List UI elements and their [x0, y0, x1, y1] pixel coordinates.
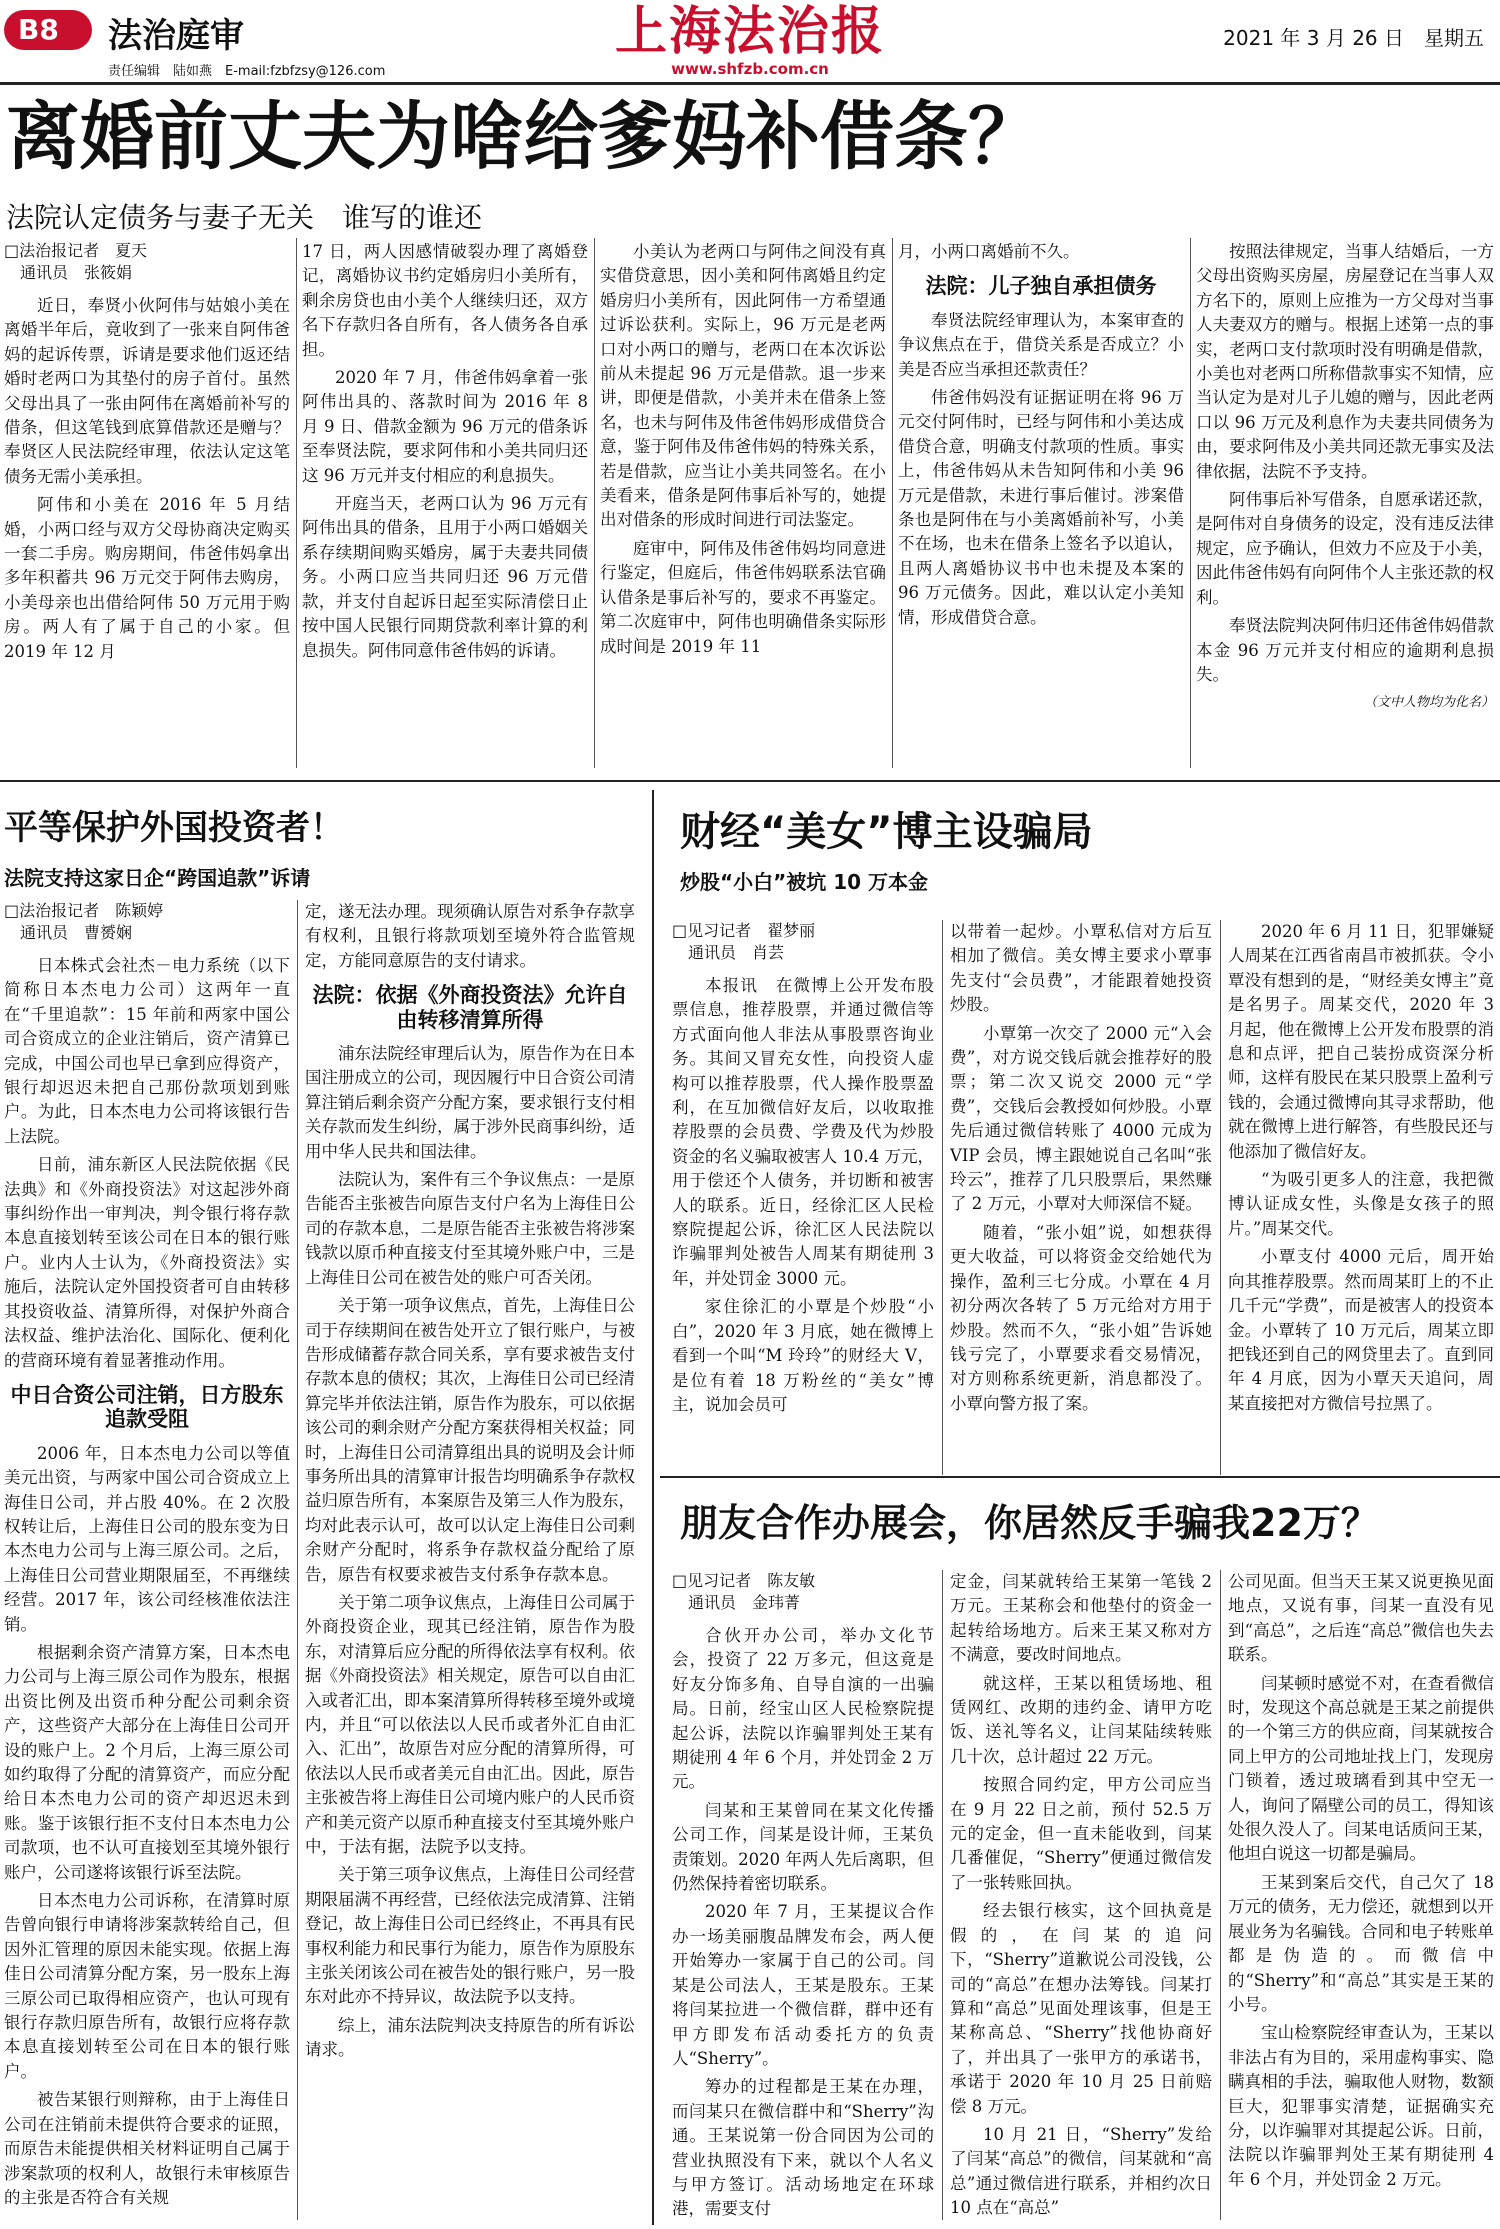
- story3-column-3: [1228, 920, 1494, 1475]
- paragraph: 以带着一起炒。小覃私信对方后互相加了微信。美女博主要求小覃事先支付“会员费”，才能跟着她投资炒股。: [950, 922, 1212, 1015]
- story3-subheadline: 炒股“小白”被坑 10 万本金: [680, 870, 929, 894]
- paragraph: 经去银行核实，这个回执竟是假的，在闫某的追问下，“Sherry”道歉说公司没钱，公司的“高总”在想办法筹钱。闫某打算和“高总”见面处理该事，但是王某称高总、“Sherry”找他协商好了，并出具了一张甲方的承诺书，承诺于 2020 年 10 月 25 日前赔偿 8 万元。: [950, 1901, 1212, 2116]
- paragraph: 定金，闫某就转给王某第一笔钱 2 万元。王某称会和他垫付的资金一起转给场地方。后来王某又称对方不满意，要改时间地点。: [950, 1572, 1212, 1665]
- story1-name-note: （文中人物均为化名）: [1363, 695, 1494, 711]
- issue-date: 2021 年 3 月 26 日 星期五: [1223, 26, 1484, 50]
- story4-column-1: [672, 1570, 934, 2219]
- paragraph: 2020 年 7 月，伟爸伟妈拿着一张阿伟出具的、落款时间为 2016 年 8 月 9 日、借款金额为 96 万元的借条诉至奉贤法院，要求阿伟和小美共同归还这 96 万元并支付相应的利息损失。: [302, 368, 588, 485]
- paragraph: 小覃第一次交了 2000 元“入会费”，对方说交钱后就会推荐好的股票；第二次又说交 2000 元“学费”，交钱后会教授如何炒股。小覃先后通过微信转账了 4000 元成为 VIP 会员，博主跟她说自己名叫“张玲云”，推荐了几只股票后，果然赚了 2 万元，小覃对大师深信不疑。: [950, 1023, 1212, 1214]
- paragraph: 浦东法院经审理后认为，原告作为在日本国注册成立的公司，现因履行中日合资公司清算注销后剩余资产分配方案，要求银行支付相关存款而发生纠纷，属于涉外民商事纠纷，适用中华人民共和国法律。: [305, 1044, 635, 1161]
- paragraph: 10 月 21 日，“Sherry”发给了闫某“高总”的微信，闫某就和“高总”通过微信进行联系，并相约次日 10 点在“高总”: [950, 2124, 1212, 2218]
- paragraph: 小覃支付 4000 元后，周开始向其推荐股票。然而周某盯上的不止几千元“学费”，而是被害人的投资本金。小覃转了 10 万元后，周某立即把钱还到自己的网贷里去了。直到同年 4 月底，因为小覃天天追问，周某直接把对方微信号拉黑了。: [1228, 1247, 1494, 1413]
- story1-column-5: [1196, 240, 1494, 770]
- column-divider: [942, 920, 943, 1475]
- paragraph: 庭审中，阿伟及伟爸伟妈均同意进行鉴定，但庭后，伟爸伟妈联系法官确认借条是事后补写的，要求不再鉴定。第二次庭审中，阿伟也明确借条实际形成时间是 2019 年 11: [600, 538, 886, 656]
- story2-column-1: [4, 900, 290, 2219]
- paragraph: 奉贤法院判决阿伟归还伟爸伟妈借款本金 96 万元并支付相应的逾期利息损失。: [1196, 616, 1494, 684]
- paragraph: 公司见面。但当天王某又说更换见面地点，又说有事，闫某一直没有见到“高总”，之后连“高总”微信也失去联系。: [1228, 1572, 1494, 1665]
- paragraph: 综上，浦东法院判决支持原告的所有诉讼请求。: [305, 2015, 635, 2060]
- story4-headline: 朋友合作办展会，你居然反手骗我22万？: [680, 1501, 1379, 1545]
- paragraph: 月，小两口离婚前不久。: [898, 242, 1080, 261]
- masthead: [560, 1, 940, 78]
- column-divider: [1220, 1570, 1221, 2220]
- story4-column-3: [1228, 1570, 1494, 2222]
- story1-column-4: [898, 240, 1184, 770]
- story4-byline-correspondent: 通讯员 金玮菁: [688, 1593, 801, 1612]
- page-number-badge: [4, 6, 96, 50]
- paragraph: 就这样，王某以租赁场地、租赁网红、改期的违约金、请甲方吃饭、送礼等名义，让闫某陆续转账几十次，总计超过 22 万元。: [950, 1673, 1212, 1766]
- paragraph: 宝山检察院经审查认为，王某以非法占有为目的，采用虚构事实、隐瞒真相的手法，骗取他人财物，数额巨大，犯罪事实清楚，证据确实充分，以诈骗罪对其提起公诉。日前，法院以诈骗罪判处王某有期徒刑 4 年 6 个月，并处罚金 2 万元。: [1228, 2023, 1494, 2189]
- paragraph: 阿伟和小美在 2016 年 5 月结婚，小两口经与双方父母协商决定购买一套二手房。购房期间，伟爸伟妈拿出多年积蓄共 96 万元交于阿伟去购房，小美母亲也出借给阿伟 50 万元用于购房。两人有了属于自己的小家。但 2019 年 12 月: [4, 495, 290, 661]
- story4-column-2: [950, 1570, 1212, 2222]
- story1-section-heading: 法院：儿子独自承担债务: [925, 274, 1157, 299]
- paragraph: 闫某和王某曾同在某文化传播公司工作，闫某是设计师，王某负责策划。2020 年两人先后离职，但仍然保持着密切联系。: [672, 1800, 934, 1894]
- paragraph: 随着，“张小姐”说，如想获得更大收益，可以将资金交给她代为操作，盈利三七分成。小覃在 4 月初分两次各转了 5 万元给对方用于炒股。然而不久，“张小姐”告诉她钱亏完了，小覃要求看交易情况，对方则称系统更新，消息都没了。小覃向警方报了案。: [950, 1222, 1212, 1413]
- paragraph: 关于第三项争议焦点，上海佳日公司经营期限届满不再经营，已经依法完成清算、注销登记，故上海佳日公司已经终止，不再具有民事权利能力和民事行为能力，原告作为原股东主张关闭该公司在被告处的银行账户，另一股东对此亦不持异议，故法院予以支持。: [305, 1865, 635, 2007]
- column-divider: [1190, 238, 1191, 768]
- story4-byline-reporter: □见习记者 陈友敏: [672, 1571, 816, 1590]
- story2-headline: 平等保护外国投资者！: [4, 808, 344, 848]
- section-title: 法治庭审: [108, 16, 244, 56]
- paragraph: 2020 年 7 月，王某提议合作办一场美丽腹品牌发布会，两人便开始筹办一家属于自己的公司。闫某是公司法人，王某是股东。王某将闫某拉进一个微信群，群中还有甲方即发布活动委托方的负责人“Sherry”。: [672, 1902, 934, 2068]
- newspaper-name: 上海法治报: [614, 1, 885, 62]
- column-divider: [1220, 920, 1221, 1475]
- newspaper-url: www.shfzb.com.cn: [671, 60, 829, 78]
- paragraph: 根据剩余资产清算方案，日本杰电力公司与上海三原公司作为股东，根据出资比例及出资币种分配公司剩余资产，这些资产大部分在上海佳日公司开设的账户上。2 个月后，上海三原公司如约取得了分配的清算资产，而应分配给日本杰电力公司的资产却迟迟未到账。鉴于该银行拒不支付日本杰电力公司款项，也不认可直接划至其境外银行账户，公司遂将该银行诉至法院。: [4, 1642, 290, 1882]
- column-divider: [942, 1570, 943, 2220]
- paragraph: 筹办的过程都是王某在办理，而闫某只在微信群中和“Sherry”沟通。王某说第一份合同因为公司的营业执照没有下来，就以个人名义与甲方签订。活动场地定在环球港，需要支付: [672, 2077, 934, 2219]
- story1-subheadline: 法院认定债务与妻子无关 谁写的谁还: [6, 201, 483, 234]
- story1-byline-reporter: □法治报记者 夏天: [4, 241, 148, 260]
- story3-byline-correspondent: 通讯员 肖芸: [688, 943, 785, 962]
- paragraph: 被告某银行则辩称，由于上海佳日公司在注销前未提供符合要求的证照，而原告未能提供相关材料证明自己属于涉案款项的权利人，故银行未审核原告的主张是否符合有关规: [4, 2090, 290, 2207]
- paragraph: 合伙开办公司，举办文化节会，投资了 22 万多元，但这竟是好友分饰多角、自导自演的一出骗局。日前，经宝山区人民检察院提起公诉，法院以诈骗罪判处王某有期徒刑 4 年 6 个月，并处罚金 2 万元。: [672, 1626, 934, 1792]
- page-number: B8: [18, 13, 59, 46]
- header-divider: [0, 82, 1500, 85]
- column-divider: [297, 900, 298, 2220]
- paragraph: 按照合同约定，甲方公司应当在 9 月 22 日之前，预付 52.5 万元的定金，但一直未能收到，闫某几番催促，“Sherry”便通过微信发了一张转账回执。: [950, 1775, 1212, 1892]
- story1-column-1: [4, 240, 290, 804]
- story3-column-2: [950, 920, 1212, 1475]
- paragraph: 关于第一项争议焦点，首先，上海佳日公司于存续期间在被告处开立了银行账户，与被告形成储蓄存款合同关系，享有要求被告支付存款本息的债权；其次，上海佳日公司已经清算完毕并依法注销，原告作为股东，可以依据该公司的剩余财产分配方案获得相关权益；同时，上海佳日公司清算组出具的说明及会计师事务所出具的清算审计报告均明确系争存款权益归原告所有，本案原告及第三人作为股东，均对此表示认可，故可以认定上海佳日公司剩余财产分配时，将系争存款权益分配给了原告，原告有权要求被告支付系争存款本息。: [305, 1296, 635, 1584]
- paragraph: “为吸引更多人的注意，我把微博认证成女性，头像是女孩子的照片。”周某交代。: [1228, 1170, 1494, 1238]
- paragraph: 日本杰电力公司诉称，在清算时原告曾向银行申请将涉案款转给自己，但因外汇管理的原因未能实现。依据上海佳日公司清算分配方案，另一股东上海三原公司已取得相应资产，也认可现有银行存款归原告所有，故银行应将存款本息直接划转至公司在日本的银行账户。: [4, 1891, 290, 2081]
- story3-column-1: [672, 920, 934, 1494]
- story1-byline-correspondent: 通讯员 张筱娟: [20, 263, 133, 282]
- story2-byline-reporter: □法治报记者 陈颖婷: [4, 901, 164, 920]
- story1-headline: 离婚前丈夫为啥给爹妈补借条？: [6, 94, 1042, 180]
- paragraph: 阿伟事后补写借条，自愿承诺还款，是阿伟对自身债务的设定，没有违反法律规定，应予确认，但效力不应及于小美，因此伟爸伟妈有向阿伟个人主张还款的权利。: [1196, 490, 1494, 607]
- paragraph: 17 日，两人因感情破裂办理了离婚登记，离婚协议书约定婚房归小美所有，剩余房贷也由小美个人继续归还，双方名下存款归各自所有，各人债务各自承担。: [302, 242, 588, 359]
- story-divider: [652, 790, 654, 2225]
- story2-section-heading-2: 法院：依据《外商投资法》允许自由转移清算所得: [312, 983, 628, 1032]
- story3-byline-reporter: □见习记者 翟梦丽: [672, 921, 816, 940]
- section-divider: [0, 780, 1500, 782]
- story2-column-2: [305, 900, 635, 2222]
- column-divider: [594, 238, 595, 768]
- paragraph: 法院认为，案件有三个争议焦点：一是原告能否主张被告向原告支付户名为上海佳日公司的存款本息，二是原告能否主张被告将涉案钱款以原币种直接支付至其境外账户中，三是上海佳日公司在被告处的账户可否关闭。: [305, 1170, 635, 1287]
- paragraph: 王某到案后交代，自己欠了 18 万元的债务，无力偿还，就想到以开展业务为名骗钱。合同和电子转账单都是伪造的。而微信中的“Sherry”和“高总”其实是王某的小号。: [1228, 1872, 1494, 2014]
- story3-headline: 财经“美女”博主设骗局: [680, 809, 1093, 855]
- story2-subheadline: 法院支持这家日企“跨国追款”诉请: [4, 866, 311, 890]
- paragraph: 开庭当天，老两口认为 96 万元有阿伟出具的借条，且用于小两口婚姻关系存续期间购买婚房，属于夫妻共同债务。小两口应当共同归还 96 万元借款，并支付自起诉日起至实际清偿日止按中国人民银行同期贷款利率计算的利息损失。阿伟同意伟爸伟妈的诉请。: [302, 494, 588, 660]
- paragraph: 近日，奉贤小伙阿伟与姑娘小美在离婚半年后，竟收到了一张来自阿伟爸妈的起诉传票，诉请是要求他们返还结婚时老两口为其垫付的房子首付。虽然父母出具了一张由阿伟在离婚前补写的借条，但这笔钱到底算借款还是赠与？奉贤区人民法院经审理，依法认定这笔债务无需小美承担。: [4, 296, 290, 486]
- paragraph: 日本株式会社杰－电力系统（以下简称日本杰电力公司）这两年一直在“千里追款”：15 年前和两家中国公司合资成立的企业注销后，资产清算已完成，中国公司也早已拿到应得资产，银行却迟迟未把自己那份款项划到账户。为此，日本杰电力公司将该银行告上法院。: [4, 956, 290, 1146]
- paragraph: 日前，浦东新区人民法院依据《民法典》和《外商投资法》对这起涉外商事纠纷作出一审判决，判令银行将存款本息直接划转至该公司在日本的银行账户。业内人士认为，《外商投资法》实施后，法院认定外国投资者可自由转移其投资收益、清算所得，对保护外商合法权益、维护法治化、国际化、便利化的营商环境有着显著推动作用。: [4, 1155, 290, 1370]
- paragraph: 家住徐汇的小覃是个炒股“小白”，2020 年 3 月底，她在微博上看到一个叫“M 玲玲”的财经大 V，是位有着 18 万粉丝的“美女”博主，说加会员可: [672, 1297, 934, 1414]
- paragraph: 按照法律规定，当事人结婚后，一方父母出资购买房屋，房屋登记在当事人双方名下的，原则上应推为一方父母对当事人夫妻双方的赠与。根据上述第一点的事实，老两口支付款项时没有明确是借款，小美也对老两口所称借款事实不知情，应当认定为是对儿子儿媳的赠与，因此老两口以 96 万元及利息作为夫妻共同债务为由，要求阿伟及小美共同还款无事实及法律依据，法院不予支持。: [1196, 242, 1494, 481]
- paragraph: 2006 年，日本杰电力公司以等值美元出资，与两家中国公司合资成立上海佳日公司，并占股 40%。在 2 次股权转让后，上海佳日公司的股东变为日本杰电力公司与上海三原公司。之后，上海佳日公司营业期限届至，不再继续经营。2017 年，该公司经核准依法注销。: [4, 1443, 290, 1634]
- column-divider: [892, 238, 893, 768]
- editor-credit: 责任编辑 陆如燕 E-mail:fzbfzsy@126.com: [108, 64, 386, 79]
- paragraph: 小美认为老两口与阿伟之间没有真实借贷意思，因小美和阿伟离婚且约定婚房归小美所有，因此阿伟一方希望通过诉讼获利。实际上，96 万元是老两口对小两口的赠与，老两口在本次诉讼前从未提起 96 万元是借款。退一步来讲，即便是借款，小美并未在借条上签名，也未与阿伟及伟爸伟妈形成借贷合意，鉴于阿伟及伟爸伟妈的特殊关系，若是借款，应当让小美共同签名。在小美看来，借条是阿伟事后补写的，她提出对借条的形成时间进行司法鉴定。: [600, 242, 886, 530]
- paragraph: 关于第二项争议焦点，上海佳日公司属于外商投资企业，现其已经注销，原告作为股东，对清算后应分配的所得依法享有权利。依据《外商投资法》相关规定，原告可以自由汇入或者汇出，即本案清算所得转移至境外或境内，并且“可以依法以人民币或者外汇自由汇入、汇出”，故原告对应分配的清算所得，可依法以人民币或者美元自由汇出。因此，原告主张被告将上海佳日公司境内账户的人民币资产和美元资产以原币种直接支付至其境外账户中，于法有据，法院予以支持。: [305, 1592, 635, 1857]
- paragraph: 奉贤法院经审理认为，本案审查的争议焦点在于，借贷关系是否成立？小美是否应当承担还款责任？: [898, 310, 1184, 379]
- paragraph: 本报讯 在微博上公开发布股票信息，推荐股票，并通过微信等方式面向他人非法从事股票咨询业务。其间又冒充女性，向投资人虚构可以推荐股票，代人操作股票盈利，在互加微信好友后，以收取推荐股票的会员费、学费及代为炒股资金的名义骗取被害人 10.4 万元，用于偿还个人债务，并切断和被害人的联系。近日，经徐汇区人民检察院提起公诉，徐汇区人民法院以诈骗罪判处被告人周某有期徒刑 3 年，并处罚金 3000 元。: [672, 976, 934, 1288]
- story2-section-heading-1: 中日合资公司注销，日方股东追款受阻: [10, 1382, 284, 1432]
- story1-column-2: [302, 240, 588, 770]
- section-divider: [660, 1476, 1500, 1478]
- paragraph: 定，遂无法办理。现须确认原告对系争存款享有权利，且银行将款项划至境外符合监管规定，方能同意原告的支付请求。: [305, 902, 635, 970]
- paragraph: 伟爸伟妈没有证据证明在将 96 万元交付阿伟时，已经与阿伟和小美达成借贷合意，明确支付款项的性质。事实上，伟爸伟妈从未告知阿伟和小美 96 万元是借款，未进行事后催讨。涉案借条也是阿伟在与小美离婚前补写，小美不在场，也未在借条上签名予以追认，且两人离婚协议书中也未提及本案的 96 万元债务。因此，难以认定小美知情，形成借贷合意。: [898, 388, 1184, 627]
- story1-column-3: [600, 240, 886, 770]
- column-divider: [296, 238, 297, 768]
- paragraph: 闫某顿时感觉不对，在查看微信时，发现这个高总就是王某之前提供的一个第三方的供应商，闫某就按合同上甲方的公司地址找上门，发现房门锁着，透过玻璃看到其中空无一人，询问了隔壁公司的员工，得知该处很久没人了。闫某电话质问王某，他坦白说这一切都是骗局。: [1228, 1673, 1494, 1864]
- paragraph: 2020 年 6 月 11 日，犯罪嫌疑人周某在江西省南昌市被抓获。令小覃没有想到的是，“财经美女博主”竟是名男子。周某交代，2020 年 3 月起，他在微博上公开发布股票的消息和点评，把自己装扮成资深分析师，这样有股民在某只股票上盈利亏钱的，会通过微博向其寻求帮助，他就在微博上进行解答，有些股民还与他添加了微信好友。: [1228, 922, 1494, 1161]
- story2-byline-correspondent: 通讯员 曹赟娴: [20, 923, 133, 942]
